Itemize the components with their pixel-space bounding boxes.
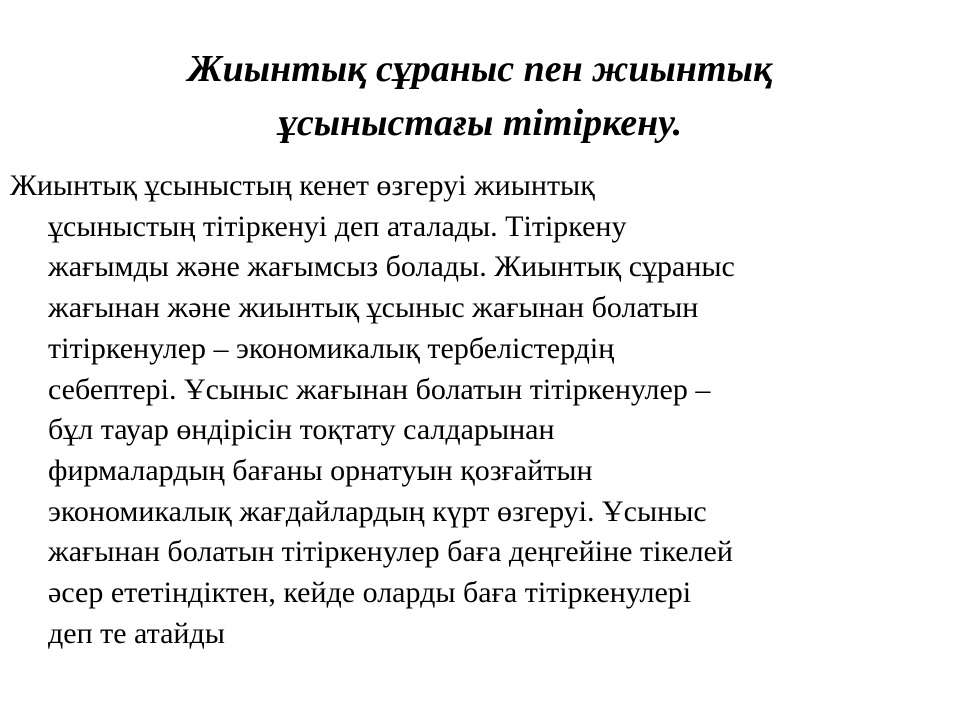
body-line: жағымды және жағымсыз болады. Жиынтық сұраныс [48, 250, 735, 284]
slide-title [60, 42, 900, 150]
body-line: жағынан және жиынтық ұсыныс жағынан болатын [48, 291, 699, 325]
body-line: фирмалардың бағаны орнатуын қозғайтын [48, 453, 593, 487]
body-line: тітіркенулер – экономикалық тербелістердің [48, 331, 615, 365]
body-line: деп те атайды [48, 616, 225, 650]
body-line: жағынан болатын тітіркенулер баға деңгейіне тікелей [48, 535, 733, 569]
slide-title-line: ұсыныстағы тітіркену. [277, 102, 683, 144]
body-line: ұсыныстың тітіркенуі деп аталады. Тітіркену [48, 209, 627, 243]
body-line: әсер ететіндіктен, кейде оларды баға тітіркенулері [48, 576, 692, 610]
body-line: Жиынтық ұсыныстың кенет өзгеруі жиынтық [10, 169, 595, 202]
slide-body-paragraph [10, 166, 910, 654]
slide-title-line: Жиынтық сұраныс пен жиынтық [187, 48, 773, 90]
body-line: бұл тауар өндірісін тоқтату салдарынан [48, 413, 555, 447]
body-line: себептері. Ұсыныс жағынан болатын тітіркенулер – [48, 372, 711, 406]
body-line: экономикалық жағдайлардың күрт өзгеруі. Ұсыныс [48, 494, 707, 528]
